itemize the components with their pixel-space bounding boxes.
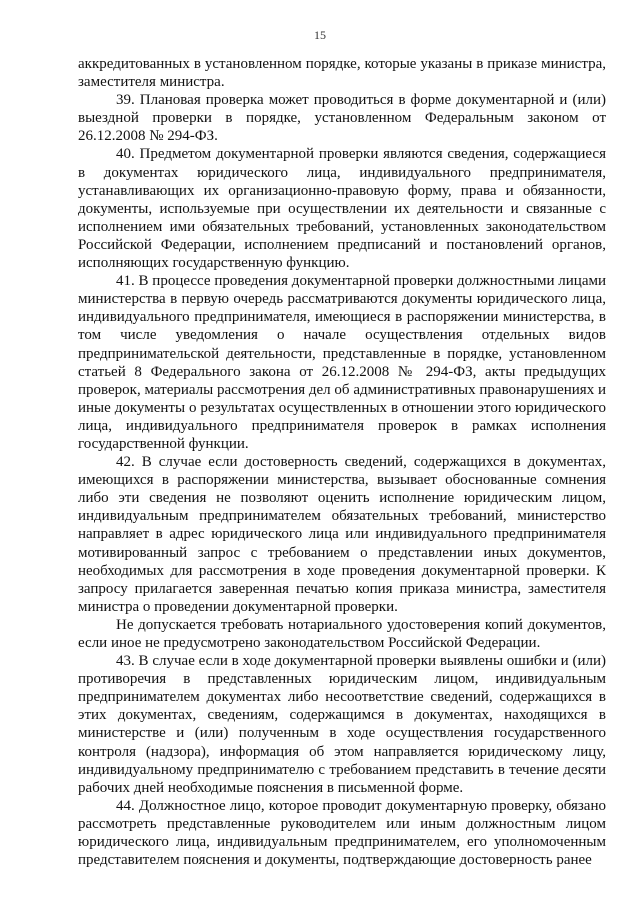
paragraph-42: 42. В случае если достоверность сведений, содержащихся в документах, имеющихся в распоряжении министерства, вызывает обоснованные сомнения либо эти сведения не позволяют оценить исполнение юридическим лицом, индивидуальным предпринимателем обязательных требований, министерство направляет в адрес юридического лица или индивидуального предпринимателя мотивированный запрос с требованием о представлении иных документов, необходимых для рассмотрения в ходе проведения документарной проверки. К запросу прилагается заверенная печатью копия приказа министра, заместителя министра о проведении документарной проверки. xyxy=(78,454,606,615)
paragraph-39: 39. Плановая проверка может проводиться в форме документарной и (или) выездной проверки в порядке, установленном Федеральным законом от 26.12.2008 № 294-ФЗ. xyxy=(78,92,606,145)
page-number: 15 xyxy=(314,28,326,42)
paragraph-44: 44. Должностное лицо, которое проводит документарную проверку, обязано рассмотреть представленные руководителем или иным должностным лицом юридического лица, индивидуальным предпринимателем, его уполномоченным представителем пояснения и документы, подтверждающие достоверность ранее xyxy=(78,797,606,869)
paragraph-continuation: аккредитованных в установленном порядке, которые указаны в приказе министра, заместителя министра. xyxy=(78,56,606,91)
paragraph-42-note: Не допускается требовать нотариального удостоверения копий документов, если иное не предусмотрено законодательством Российской Федерации. xyxy=(78,616,606,651)
document-body xyxy=(78,55,606,869)
paragraph-41: 41. В процессе проведения документарной проверки должностными лицами министерства в первую очередь рассматриваются документы юридического лица, индивидуального предпринимателя, имеющиеся в распоряжении министерства, в том числе уведомления о начале осуществления отдельных видов предпринимательской деятельности, представленные в порядке, установленном статьей 8 Федерального закона от 26.12.2008 № 294-ФЗ, акты предыдущих проверок, материалы рассмотрения дел об административных правонарушениях и иные документы о результатах осуществленных в отношении этого юридического лица, индивидуального предпринимателя проверок в рамках исполнения государственной функции. xyxy=(78,273,606,452)
paragraph-43: 43. В случае если в ходе документарной проверки выявлены ошибки и (или) противоречия в представленных юридическим лицом, индивидуальным предпринимателем документах либо несоответствие сведений, содержащихся в этих документах, сведениям, содержащимся в документах, находящихся в министерстве и (или) полученным в ходе осуществления государственного контроля (надзора), информация об этом направляется юридическому лицу, индивидуальному предпринимателю с требованием представить в течение десяти рабочих дней необходимые пояснения в письменной форме. xyxy=(78,653,606,796)
paragraph-40: 40. Предметом документарной проверки являются сведения, содержащиеся в документах юридического лица, индивидуального предпринимателя, устанавливающих их организационно-правовую форму, права и обязанности, документы, используемые при осуществлении их деятельности и связанные с исполнением ими обязательных требований, установленных законодательством Российской Федерации, исполнением предписаний и постановлений органов, исполняющих государственную функцию. xyxy=(78,146,606,272)
